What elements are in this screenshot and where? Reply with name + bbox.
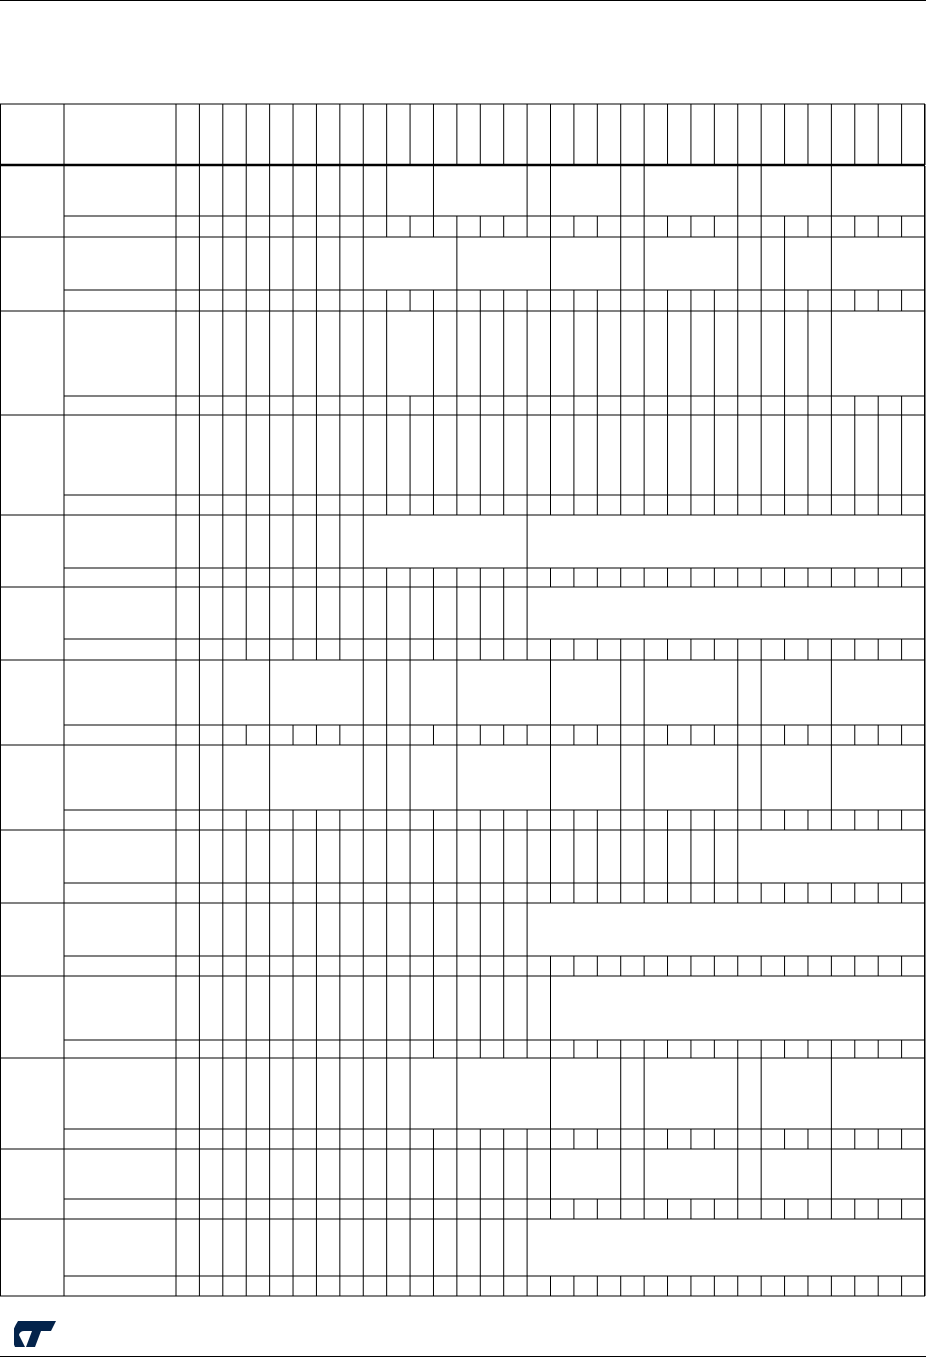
st-logo-icon xyxy=(14,1318,58,1350)
st-logo-shape xyxy=(14,1321,56,1347)
footer-rule xyxy=(0,1356,926,1357)
